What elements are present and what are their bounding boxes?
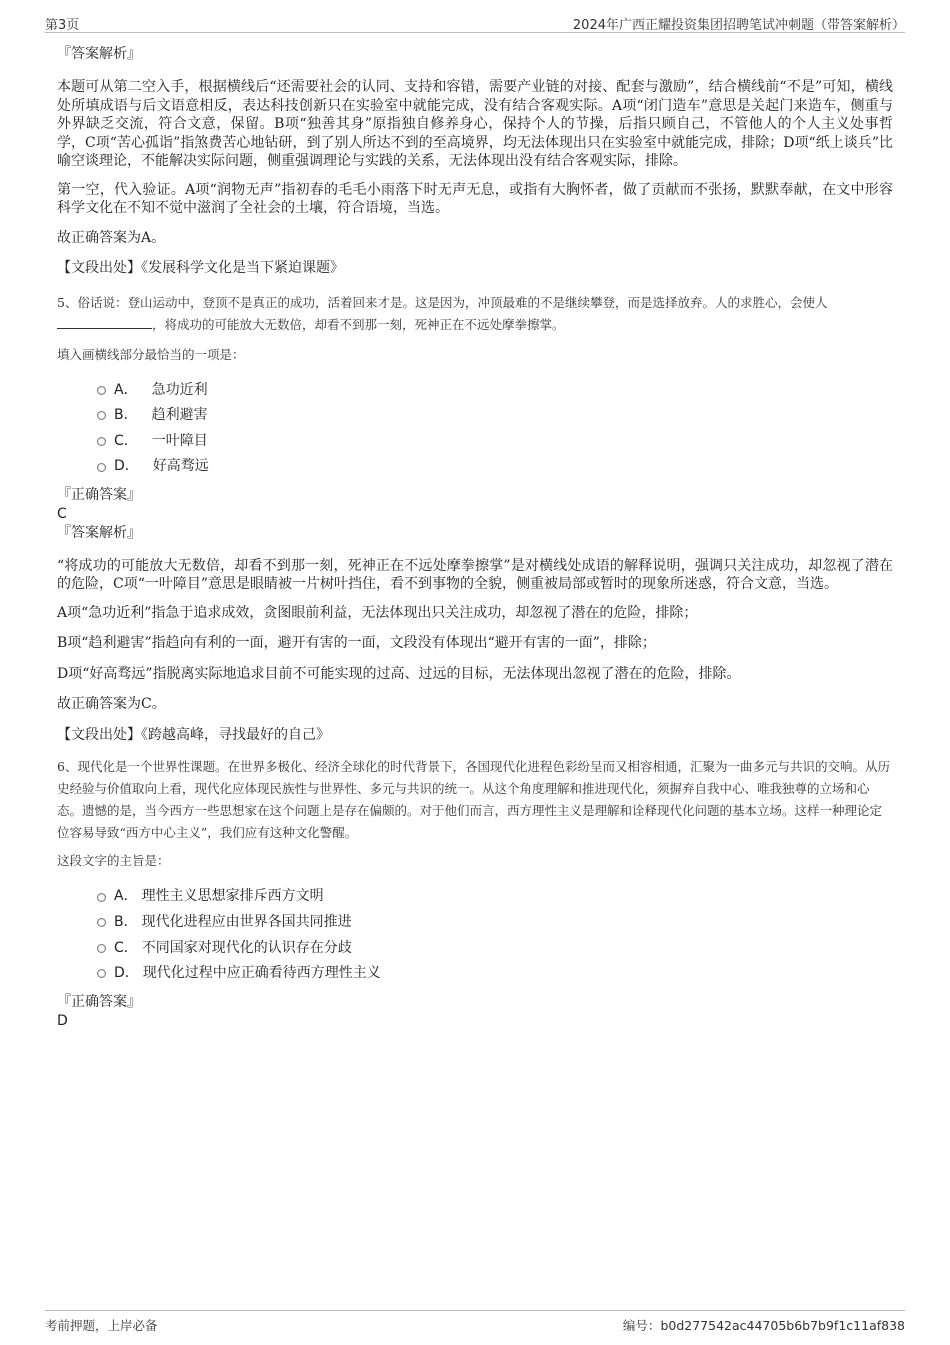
q5-answer-label: 『正确答案』 [57,486,141,503]
option-text: 好高骛远 [152,458,209,475]
q5-option-c[interactable] [97,429,893,455]
q5-source: 【文段出处】《跨越高峰，寻找最好的自己》 [57,726,330,743]
option-key: A． [114,888,138,905]
option-text: 一叶障目 [151,432,208,449]
q5-option-b[interactable] [97,403,893,429]
option-key: C． [114,939,138,956]
q5-stem [57,292,893,336]
q5-answer: C [57,505,67,522]
q6-answer-label: 『正确答案』 [57,993,141,1010]
q6-options [57,884,893,986]
page-header [45,12,905,33]
q5-prompt: 填入画横线部分最恰当的一项是： [57,346,245,362]
option-text: 理性主义思想家排斥西方文明 [141,888,324,905]
option-key: C． [114,432,138,449]
radio-icon[interactable] [97,944,106,953]
option-text: 趋利避害 [151,407,208,424]
page-footer [45,1310,905,1335]
q5-analysis-label: 『答案解析』 [57,524,141,541]
option-text: 不同国家对现代化的认识存在分歧 [141,939,352,956]
option-text: 急功近利 [151,381,208,398]
q5-blank [57,316,152,329]
q5-option-a[interactable] [97,378,893,404]
footer-slogan: 考前押题，上岸必备 [45,1318,158,1333]
option-key: B． [114,407,138,424]
radio-icon[interactable] [97,969,106,978]
footer-code-value: b0d277542ac44705b6b7b9f1c11af838 [660,1318,905,1333]
option-key: B． [114,913,138,930]
radio-icon[interactable] [97,386,106,395]
radio-icon[interactable] [97,463,106,472]
q5-option-d[interactable] [97,454,893,480]
option-text: 现代化进程应由世界各国共同推进 [141,913,352,930]
q6-option-a[interactable] [97,884,893,910]
q6-answer: D [57,1012,68,1029]
q6-prompt: 这段文字的主旨是： [57,853,170,869]
q4-analysis-para1: 本题可从第二空入手，根据横线后“还需要社会的认同、支持和容错，需要产业链的对接、配套与激励”，结合横线前“不是”可知，横线处所填成语与后文语意相反，表达科技创新只在实验室中就能完成，没有结合客观实际。A项“闭门造车”意思是关起门来造车，侧重与外界缺乏交流，符合文意，保留。B项“独善其身”原指独自修养身心，保持个人的节操，后指只顾自己，不管他人的个人主义处事哲学，C项“苦心孤诣”指煞费苦心地钻研，到了别人所达不到的至高境界，均无法体现出只在实验室中就能完成，排除；D项“纸上谈兵”比喻空谈理论，不能解决实际问题，侧重强调理论与实践的关系，无法体现出没有结合客观实际，排除。 [57,79,893,169]
q5-options [57,378,893,480]
q6-stem: 6、现代化是一个世界性课题。在世界多极化、经济全球化的时代背景下，各国现代化进程色彩纷呈而又相容相通，汇聚为一曲多元与共识的交响。从历史经验与价值取向上看，现代化应体现民族性与世界性、多元与共识的统一。从这个角度理解和推进现代化，须摒弃自我中心、唯我独尊的立场和心态。遗憾的是，当今西方一些思想家在这个问题上是存在偏颇的。对于他们而言，西方理性主义是理解和诠释现代化问题的基本立场。这样一种理论定位容易导致“西方中心主义”，我们应有这种文化警醒。 [57,759,890,841]
q6-option-b[interactable] [97,910,893,936]
q6-option-d[interactable] [97,961,893,987]
option-key: A． [114,381,138,398]
radio-icon[interactable] [97,893,106,902]
q5-conclusion: 故正确答案为C。 [57,696,166,713]
radio-icon[interactable] [97,411,106,420]
q4-analysis-para2: 第一空，代入验证。A项“润物无声”指初春的毛毛小雨落下时无声无息，或指有大胸怀者，做了贡献而不张扬，默默奉献，在文中形容科学文化在不知不觉中滋润了全社会的土壤，符合语境，当选。 [57,181,893,216]
page-number: 第3页 [45,18,80,33]
q5-analysis-para3: B项“趋利避害”指趋向有利的一面，避开有害的一面，文段没有体现出“避开有害的一面”，排除； [57,635,656,652]
q4-analysis-label: 『答案解析』 [57,46,141,62]
radio-icon[interactable] [97,437,106,446]
footer-code-label: 编号： [622,1318,661,1333]
option-key: D． [114,965,139,982]
q4-source: 【文段出处】《发展科学文化是当下紧迫课题》 [57,260,344,276]
q5-analysis-para1: “将成功的可能放大无数倍，却看不到那一刻，死神正在不远处摩拳擦掌”是对横线处成语的解释说明，强调只关注成功，却忽视了潜在的危险，C项“一叶障目”意思是眼睛被一片树叶挡住，看不到事物的全貌，侧重被局部或暂时的现象所迷惑，符合文意，当选。 [57,557,893,593]
q5-analysis-para4: D项“好高骛远”指脱离实际地追求目前不可能实现的过高、过远的目标，无法体现出忽视了潜在的危险，排除。 [57,665,741,682]
document-title: 2024年广西正耀投资集团招聘笔试冲刺题（带答案解析） [572,18,905,33]
q5-analysis-para2: A项“急功近利”指急于追求成效，贪图眼前利益，无法体现出只关注成功，却忽视了潜在的危险，排除； [57,604,698,621]
q5-stem-part2: ，将成功的可能放大无数倍，却看不到那一刻，死神正在不远处摩拳擦掌。 [152,316,565,332]
footer-code [623,1316,905,1334]
q6-option-c[interactable] [97,936,893,962]
document-body [57,45,893,1031]
option-key: D． [114,458,139,475]
q5-stem-part1: 5、俗话说：登山运动中，登顶不是真正的成功，活着回来才是。这是因为，冲顶最难的不是继续攀登，而是选择放弃。人的求胜心，会使人 [57,294,828,310]
radio-icon[interactable] [97,918,106,927]
option-text: 现代化过程中应正确看待西方理性主义 [142,965,381,982]
q4-conclusion: 故正确答案为A。 [57,229,166,246]
